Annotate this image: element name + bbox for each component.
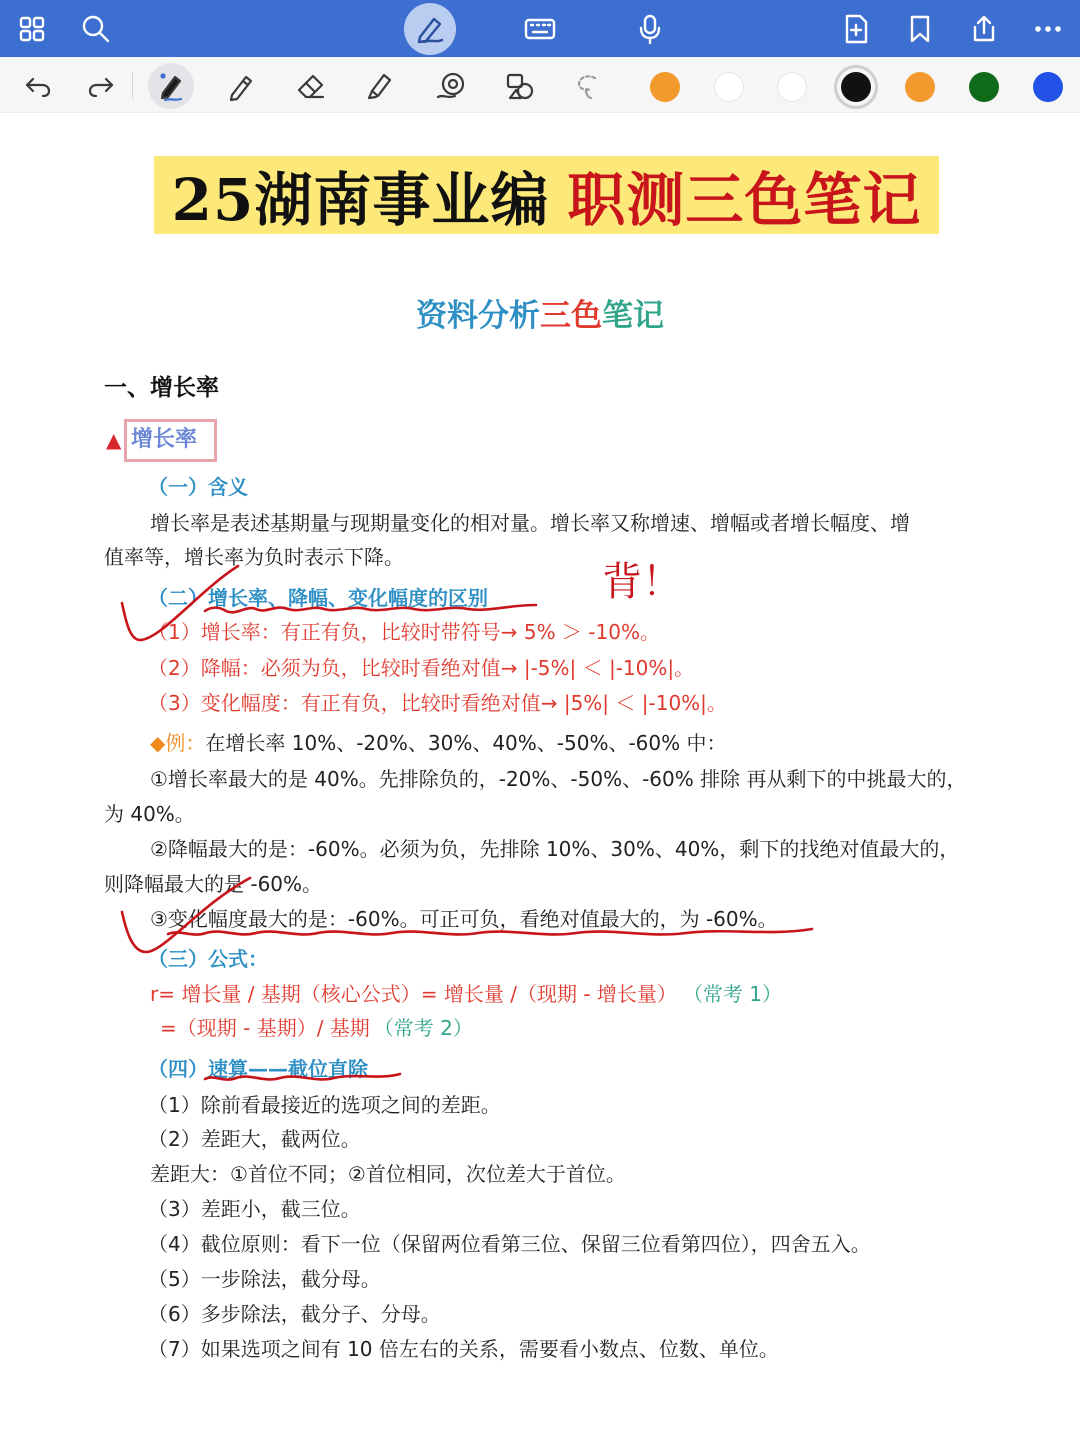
color-swatch-dark-green[interactable]: [969, 72, 999, 102]
example-3: ③变化幅度最大的是：-60%。可正可负，看绝对值最大的，为 -60%。: [150, 907, 778, 931]
quick-calc-item-5: （5）一步除法，截分母。: [148, 1267, 381, 1291]
example-2-line-1: ②降幅最大的是：-60%。必须为负，先排除 10%、30%、40%，剩下的找绝对值最大的，: [150, 837, 960, 861]
quick-calc-item-3: （3）差距小，截三位。: [148, 1197, 361, 1221]
microphone-icon[interactable]: [622, 0, 678, 57]
fountain-pen-icon[interactable]: [148, 63, 194, 109]
heading-formula: （三）公式：: [148, 947, 268, 971]
difference-item-3: （3）变化幅度：有正有负，比较时看绝对值→ |5%| ＜ |-10%|。: [148, 691, 727, 715]
quick-calc-item-4: （4）截位原则：看下一位（保留两位看第三位、保留三位看第四位），四舍五入。: [148, 1232, 871, 1256]
redo-icon[interactable]: [78, 63, 124, 109]
triangle-marker: ▲: [106, 428, 122, 452]
more-icon[interactable]: [1020, 0, 1076, 57]
subtitle-part-c: 笔记: [602, 298, 664, 334]
heading-quick-calc-text: 速算——截位直除: [208, 1057, 368, 1081]
shape-icon[interactable]: [428, 63, 474, 109]
handwritten-note: 背！: [602, 559, 682, 605]
share-icon[interactable]: [956, 0, 1012, 57]
title-red-part: 职测三色笔记: [567, 166, 922, 234]
heading-difference-prefix: （二）: [148, 586, 208, 610]
search-icon[interactable]: [68, 0, 124, 57]
formula-1-text: r= 增长量 / 基期（核心公式）= 增长量 /（现期 - 增长量）: [150, 982, 677, 1006]
example-1-line-1: ①增长率最大的是 40%。先排除负的，-20%、-50%、-60% 排除 再从剩下的中挑最大的，: [150, 767, 967, 791]
grid-icon[interactable]: [4, 0, 60, 57]
difference-item-1: （1）增长率：有正有负，比较时带符号→ 5% ＞ -10%。: [148, 620, 660, 644]
heading-difference: [148, 585, 488, 611]
formula-2-text: =（现期 - 基期）/ 基期: [160, 1016, 370, 1040]
lasso-icon[interactable]: [566, 63, 612, 109]
pen-toolbar: [0, 57, 1080, 113]
keyboard-icon[interactable]: [512, 0, 568, 57]
subtitle-part-a: 资料分析: [416, 298, 540, 334]
example-intro: [150, 730, 726, 756]
bookmark-icon[interactable]: [892, 0, 948, 57]
add-page-icon[interactable]: [828, 0, 884, 57]
meaning-line-2: 值率等，增长率为负时表示下降。: [104, 545, 404, 569]
color-swatch-blue[interactable]: [1033, 72, 1063, 102]
example-1-line-2: 为 40%。: [104, 802, 195, 826]
meaning-line-1: 增长率是表述基期量与现期量变化的相对量。增长率又称增速、增幅或者增长幅度、增: [150, 511, 910, 535]
highlighter-icon[interactable]: [356, 63, 402, 109]
section-heading: 一、增长率: [104, 375, 219, 401]
heading-quick-calc-prefix: （四）: [148, 1057, 208, 1081]
heading-difference-text: 增长率、降幅、变化幅度的区别: [208, 586, 488, 610]
undo-icon[interactable]: [15, 63, 61, 109]
toolbar-divider: [132, 71, 133, 99]
color-swatch-black-selected[interactable]: [841, 72, 871, 102]
heading-meaning: （一）含义: [148, 475, 248, 499]
quick-calc-item-2-detail: 差距大：①首位不同；②首位相同，次位差大于首位。: [150, 1162, 626, 1186]
title-black-part: 25湖南事业编: [171, 166, 550, 234]
section-subtitle: [0, 290, 1080, 335]
image-icon[interactable]: [498, 63, 544, 109]
quick-calc-item-7: （7）如果选项之间有 10 倍左右的关系，需要看小数点、位数、单位。: [148, 1337, 779, 1361]
color-swatch-white[interactable]: [714, 72, 744, 102]
color-swatch-orange-2[interactable]: [905, 72, 935, 102]
formula-2-note: （常考 2）: [373, 1016, 473, 1040]
page-title: [154, 156, 939, 234]
example-marker: ◆例：: [150, 731, 206, 755]
formula-line-1: [150, 981, 782, 1007]
formula-line-2: [160, 1015, 473, 1041]
example-intro-text: 在增长率 10%、-20%、30%、40%、-50%、-60% 中：: [205, 731, 727, 755]
top-app-bar: [0, 0, 1080, 57]
subtitle-part-b: 三色: [540, 298, 602, 334]
color-swatch-white-2[interactable]: [777, 72, 807, 102]
color-swatch-orange[interactable]: [650, 72, 680, 102]
difference-item-2: （2）降幅：必须为负，比较时看绝对值→ |-5%| ＜ |-10%|。: [148, 656, 695, 680]
quick-calc-item-6: （6）多步除法，截分子、分母。: [148, 1302, 441, 1326]
quick-calc-item-2: （2）差距大，截两位。: [148, 1127, 361, 1151]
example-2-line-2: 则降幅最大的是 -60%。: [104, 872, 323, 896]
pen-mode-icon[interactable]: [404, 3, 456, 55]
formula-1-note: （常考 1）: [692, 982, 783, 1006]
quick-calc-item-1: （1）除前看最接近的选项之间的差距。: [148, 1093, 501, 1117]
heading-quick-calc: [148, 1056, 368, 1082]
boxed-label: 增长率: [131, 427, 198, 452]
eraser-icon[interactable]: [288, 63, 334, 109]
pencil-icon[interactable]: [218, 63, 264, 109]
